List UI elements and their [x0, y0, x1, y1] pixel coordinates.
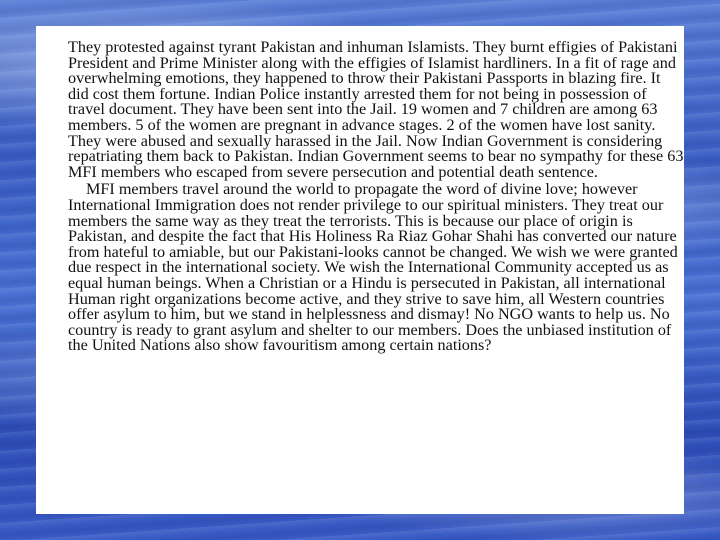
- slide-content-panel: [36, 26, 684, 514]
- paragraph-mfi-members: MFI members travel around the world to propagate the word of divine love; however International Immigration does not render privilege to our spiritual ministers. They treat our members the same way as they treat the terrorists. This is because our place of origin is Pakistan, and despite the fact that His Holiness Ra Riaz Gohar Shahi has converted our nature from hateful to amiable, but our Pakistani-looks cannot be changed. We wish we were granted due respect in the international society. We wish the International Community accepted us as equal human beings. When a Christian or a Hindu is persecuted in Pakistan, all international Human right organizations become active, and they strive to save him, all Western countries offer asylum to him, but we stand in helplessness and dismay! No NGO wants to help us. No country is ready to grant asylum and shelter to our members. Does the unbiased institution of the United Nations also show favouritism among certain nations?: [68, 180, 678, 355]
- paragraph-protest: They protested against tyrant Pakistan and inhuman Islamists. They burnt effigies of Pakistani President and Prime Minister along with the effigies of Islamist hardliners. In a fit of rage and overwhelming emotions, they happened to throw their Pakistani Passports in blazing fire. It did cost them fortune. Indian Police instantly arrested them for not being in possession of travel document. They have been sent into the Jail. 19 women and 7 children are among 63 members. 5 of the women are pregnant in advance stages. 2 of the women have lost sanity. They were abused and sexually harassed in the Jail. Now Indian Government is considering repatriating them back to Pakistan. Indian Government seems to bear no sympathy for these 63 MFI members who escaped from severe persecution and potential death sentence.: [68, 38, 684, 181]
- body-text: [68, 40, 684, 354]
